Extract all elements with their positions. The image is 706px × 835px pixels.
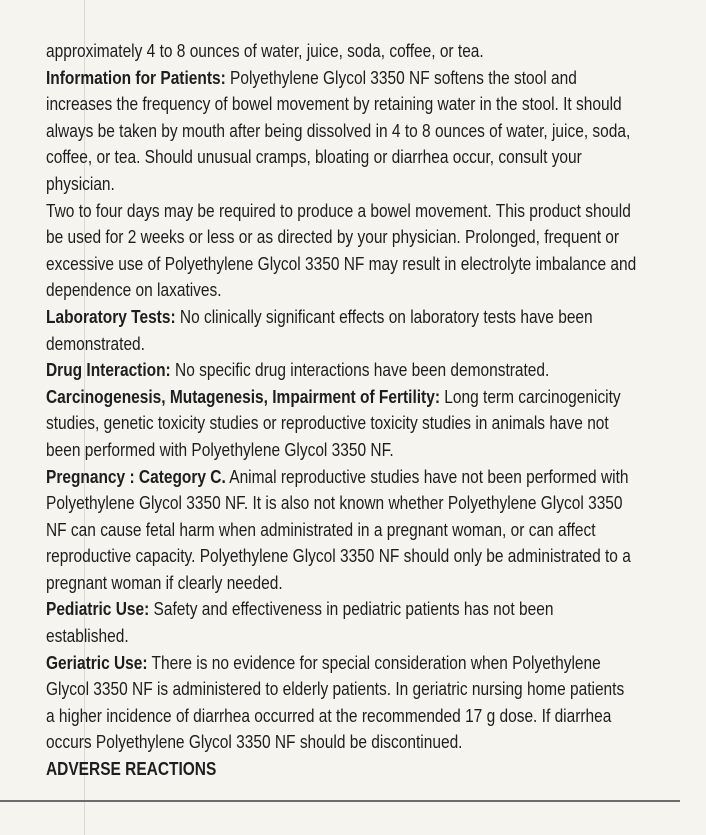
text-line [46, 756, 636, 783]
text-line [46, 410, 636, 437]
body-text: Animal reproductive studies have not been performed with [225, 466, 629, 487]
section-heading: Pediatric Use: [46, 599, 150, 620]
text-line [46, 464, 636, 491]
body-text: NF can cause fetal harm when administrated in a pregnant woman, or can affect [46, 519, 596, 540]
section-heading: Laboratory Tests: [46, 306, 176, 327]
section-heading: Carcinogenesis, Mutagenesis, Impairment of Fertility: [46, 386, 440, 407]
body-text: excessive use of Polyethylene Glycol 3350 NF may result in electrolyte imbalance and [46, 253, 637, 274]
body-text: demonstrated. [46, 333, 145, 354]
text-line [46, 570, 636, 597]
body-text: Glycol 3350 NF is administered to elderly patients. In geriatric nursing home patients [46, 679, 625, 700]
body-text: Safety and effectiveness in pediatric patients has not been [149, 599, 554, 620]
text-line [46, 676, 636, 703]
text-line [46, 224, 636, 251]
body-text: dependence on laxatives. [46, 280, 222, 301]
text-line [46, 703, 636, 730]
body-text: studies, genetic toxicity studies or reproductive toxicity studies in animals have not [46, 413, 609, 434]
body-text: pregnant woman if clearly needed. [46, 572, 283, 593]
text-line [46, 144, 636, 171]
body-text: Polyethylene Glycol 3350 NF softens the stool and [225, 67, 577, 88]
text-line [46, 277, 636, 304]
text-line [46, 331, 636, 358]
text-line [46, 437, 636, 464]
body-text: reproductive capacity. Polyethylene Glycol 3350 NF should only be administrated to a [46, 546, 631, 567]
text-line [46, 357, 636, 384]
text-line [46, 251, 636, 278]
body-text: physician. [46, 173, 115, 194]
text-line [46, 304, 636, 331]
section-heading: Drug Interaction: [46, 360, 171, 381]
body-text: No clinically significant effects on laboratory tests have been [175, 306, 593, 327]
section-heading: Pregnancy : Category C. [46, 466, 226, 487]
body-text: No specific drug interactions have been demonstrated. [170, 360, 550, 381]
section-heading: Geriatric Use: [46, 652, 148, 673]
body-text: coffee, or tea. Should unusual cramps, bloating or diarrhea occur, consult your [46, 147, 582, 168]
text-line [46, 65, 636, 92]
body-text: always be taken by mouth after being dissolved in 4 to 8 ounces of water, juice, soda, [46, 120, 631, 141]
text-line [46, 91, 636, 118]
body-text: approximately 4 to 8 ounces of water, juice, soda, coffee, or tea. [46, 41, 484, 61]
text-line [46, 729, 636, 756]
body-text: Two to four days may be required to produce a bowel movement. This product should [46, 200, 631, 221]
body-text: established. [46, 626, 129, 647]
section-heading: ADVERSE REACTIONS [46, 759, 217, 780]
body-text: been performed with Polyethylene Glycol 3350 NF. [46, 439, 394, 460]
text-line [46, 623, 636, 650]
body-text: Polyethylene Glycol 3350 NF. It is also not known whether Polyethylene Glycol 3350 [46, 493, 623, 514]
text-line [46, 198, 636, 225]
body-text: There is no evidence for special consideration when Polyethylene [147, 652, 601, 673]
text-line [46, 384, 636, 411]
text-line [46, 38, 636, 65]
document-body [46, 38, 706, 783]
body-text: increases the frequency of bowel movement by retaining water in the stool. It should [46, 94, 622, 115]
bottom-divider [0, 800, 680, 802]
text-line [46, 596, 636, 623]
text-line [46, 517, 636, 544]
body-text: Long term carcinogenicity [439, 386, 621, 407]
text-line [46, 543, 636, 570]
body-text: be used for 2 weeks or less or as directed by your physician. Prolonged, frequent or [46, 227, 620, 248]
body-text: a higher incidence of diarrhea occurred at the recommended 17 g dose. If diarrhea [46, 705, 612, 726]
section-heading: Information for Patients: [46, 67, 226, 88]
text-line [46, 490, 636, 517]
text-line [46, 650, 636, 677]
text-line [46, 171, 636, 198]
text-line [46, 118, 636, 145]
body-text: occurs Polyethylene Glycol 3350 NF should be discontinued. [46, 732, 463, 753]
